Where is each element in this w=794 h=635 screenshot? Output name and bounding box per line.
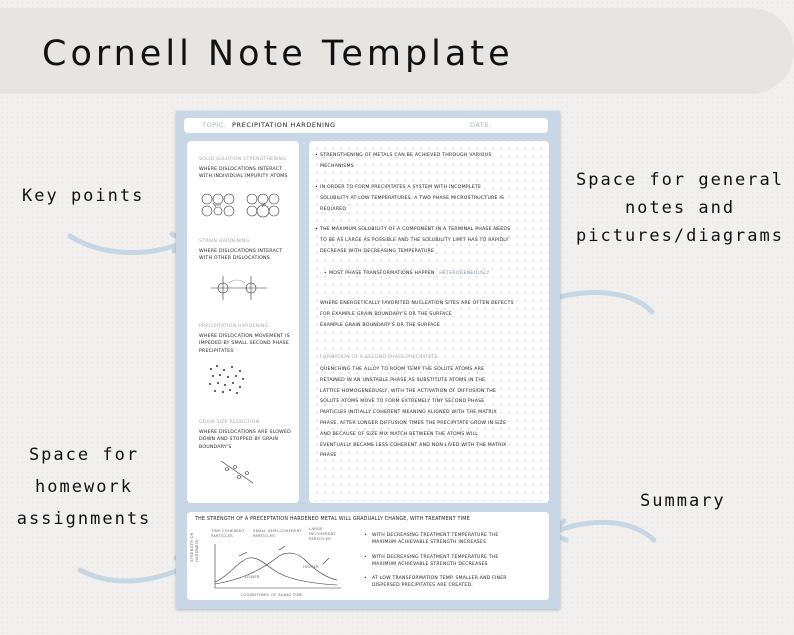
summary-item: [364, 532, 522, 546]
summary-item-text: AT LOW TRANSFORMATION TEMP. SMALLER AND FINER DISPERSED PRECIPITATES ARE CREATED.: [372, 576, 507, 589]
summary-title: THE STRENGTH OF A PRECEPTATION HARDENED METAL WILL GRADUALLY CHANGE, WITH TREATMENT TIME: [195, 517, 470, 522]
cue-heading: GRAIN SIZE REDUCTION: [199, 420, 260, 425]
aging-time-graph: [209, 542, 349, 594]
cue-heading: SOLID SOLUTION STRENGTHENING: [199, 157, 287, 162]
key-points-label: [22, 182, 144, 210]
impurity-atoms-figure: [199, 191, 291, 221]
note-paragraph: [320, 365, 520, 462]
note-incomplete-solubility: [315, 183, 520, 215]
cue-column: [187, 141, 299, 503]
note-mechanisms: [315, 151, 520, 173]
note-line: WHERE ENERGETICALLY FAVORITED NUCLEATION SITES ARE OFTEN DEFECTS: [320, 301, 514, 306]
date-label: DATE:: [470, 121, 492, 129]
note-line: EXAMPLE GRAIN BOUNDARY'S OR THE SURFACE: [320, 322, 441, 328]
summary-item-text: WITH DECREASING TREATMENT TEMPERATURE THE MAXIMUM ACHIEVABLE STRENGTH INCREASES: [372, 533, 499, 546]
topic-bar: [184, 118, 548, 133]
cue-text: WHERE DISLOCATION MOVEMENT IS IMPEDED BY SMALL SECOND PHASE PRECIPITATES: [199, 333, 290, 354]
bullet-icon: •: [364, 555, 367, 560]
summary-item: [364, 554, 522, 568]
paragraph-line: PHASE, AFTER LONGER DIFFUSION TIMES THE PRECIPITATE GROW IN SIZE: [320, 420, 507, 426]
note-line: DECREASE WITH DECREASING TEMPERATURE: [320, 248, 435, 254]
note-line: STRENGTHENING OF METALS CAN BE ACHIEVED THROUGH VARIOUS: [320, 153, 492, 158]
arrow-to-key-points-icon: [64, 222, 194, 264]
general-notes-line-1: Space for general: [576, 170, 784, 190]
title-banner: [0, 8, 794, 94]
notes-area: [309, 141, 549, 503]
note-line: MECHANISMS: [320, 163, 354, 169]
paragraph-line: QUENCHING THE ALLOY TO ROOM TEMP THE SOLUTE ATOMS ARE: [320, 367, 485, 372]
general-notes-line-3: pictures/diagrams: [576, 226, 784, 246]
cue-heading: PRECIPITATION HARDENING: [199, 324, 269, 329]
homework-line-3: assignments: [16, 509, 152, 529]
paragraph-line: SOLUTE ATOMS MOVE TO FORM EXTREMELY TINY SECOND PHASE: [320, 399, 485, 405]
bullet-icon: •: [315, 227, 318, 232]
bullet-icon: •: [364, 533, 367, 538]
note-accent-text: HETEROGENEOUSLY: [439, 271, 490, 276]
topic-label: TOPIC:: [202, 121, 227, 129]
graph-y-axis-label: STRENGTH OR HARDNESS: [189, 532, 199, 562]
general-notes-label: [574, 166, 786, 250]
key-points-text: Key points: [22, 186, 145, 206]
cue-precipitation-hardening: [199, 323, 295, 355]
note-line: FOR EXAMPLE GRAIN BOUNDARY'S OR THE SURFACE: [320, 311, 452, 317]
page-title: Cornell Note Template: [42, 34, 514, 74]
cue-grain-size: [199, 419, 295, 451]
homework-line-1: Space for: [28, 445, 140, 465]
dislocation-figure: [209, 273, 269, 303]
paragraph-line: PARTICLES INITIALLY COHERENT MEANING ALIGNED WITH THE MATRIX: [320, 410, 497, 416]
note-text: MOST PHASE TRANSFORMATIONS HAPPEN: [329, 271, 435, 276]
note-line: REQUIRED: [320, 206, 347, 212]
cornell-sheet: [176, 111, 560, 609]
summary-label-text: Summary: [640, 491, 726, 511]
cue-strain-hardening: [199, 238, 295, 263]
graph-label-small: SMALL SEMI-COHERENT PARTICLES: [253, 528, 303, 538]
note-line: THE MAXIMUM SOLUBILITY OF A COMPONENT IN A TERMINAL PHASE NEEDS: [320, 227, 511, 232]
summary-item: [364, 575, 522, 589]
grain-boundary-figure: [217, 457, 257, 487]
paragraph-line: AND BECAUSE OF SIZE MIX MATCH BETWEEN THE ATOMS WILL: [320, 431, 479, 437]
homework-line-2: homework: [35, 477, 133, 497]
note-line: SOLUBILITY AT LOW TEMPERATURES. A TWO PHASE MICROSTRUCTURE IS: [320, 195, 505, 201]
summary-area: [187, 512, 549, 600]
section-heading: FORMATION OF A SECOND PHASE PRECIPITATE: [320, 355, 438, 360]
bullet-icon: •: [315, 185, 318, 190]
graph-label-large: LARGE INCOHERENT PARTICLES: [309, 526, 337, 541]
cue-heading: STRAIN HARDENING: [199, 239, 250, 244]
summary-item-text: WITH DECREASING TREATMENT TEMPERATURE THE MAXIMUM ACHIEVABLE STRENGTH DECREASES: [372, 555, 499, 568]
paragraph-line: RETAINED IN AN UNSTABLE PHASE AS SUBSTITUTE ATOMS IN THE: [320, 377, 486, 383]
precipitates-figure: [207, 363, 247, 395]
topic-value: PRECIPITATION HARDENING: [232, 121, 336, 129]
note-line: TO BE AS LARGE AS POSSIBLE AND THE SOLUBILITY LIMIT HAS TO RAPIDLY: [320, 237, 509, 243]
graph-x-axis-label: LOGARITHMIC OF AGING TIME: [241, 592, 303, 597]
note-line: IN ORDER TO FORM PRECIPITATES A SYSTEM WITH INCOMPLETE: [320, 185, 482, 190]
paragraph-line: EVENTUALLY BECAME LESS COHERENT AND NON LIVED WITH THE MATRIX: [320, 442, 507, 448]
graph-label-tiny: TINY COHERENT PARTICLES: [211, 528, 245, 538]
graph-curve-lower: LOWER: [245, 574, 260, 579]
bullet-icon: •: [324, 271, 327, 276]
note-nucleation-sites: [320, 299, 520, 331]
note-phase-transformations: [324, 269, 529, 280]
cue-text: WHERE DISLOCATIONS ARE SLOWED DOWN AND STOPPED BY GRAIN BOUNDARY'S: [199, 429, 291, 450]
cue-text: WHERE DISLOCATIONS INTERACT WITH OTHER DISLOCATIONS: [199, 248, 283, 261]
graph-curve-higher: HIGHER: [303, 564, 320, 569]
note-maximum-solubility: [315, 225, 520, 257]
paragraph-line: LATTICE HOMOGENEOUSLY, WITH THE ACTIVATION OF DIFFUSION THE: [320, 388, 497, 394]
homework-label: [2, 439, 166, 535]
bullet-icon: •: [315, 153, 318, 158]
general-notes-line-2: notes and: [624, 198, 736, 218]
cue-text: WHERE DISLOCATIONS INTERACT WITH INDIVIDUAL IMPURITY ATOMS: [199, 166, 288, 179]
paragraph-line: PHASE: [320, 453, 337, 459]
bullet-icon: •: [364, 576, 367, 581]
cue-solid-solution: [199, 156, 295, 181]
